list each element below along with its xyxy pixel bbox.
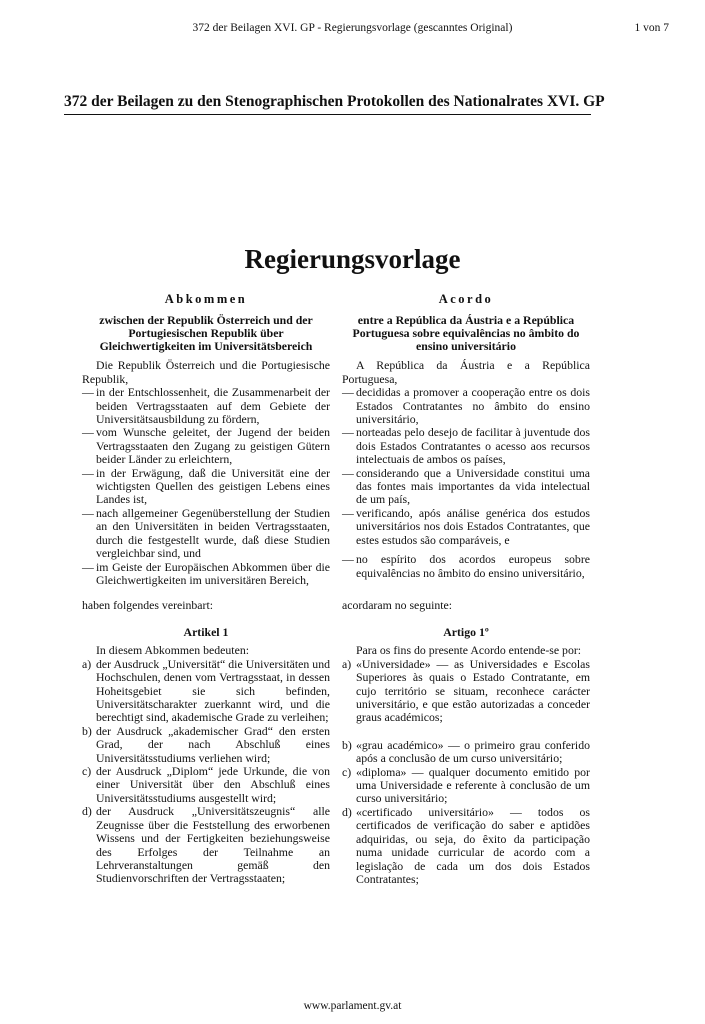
list-item: d) «certificado universitário» — todos os certificados de verificação do saber e aptidões adquiridas, ou seja, do êxito da participação numa unidade curricular de acordo com a legislação de cada um dos dois Estados Contratantes; <box>342 804 590 886</box>
list-item: — norteadas pelo desejo de facilitar à juventude dos dois Estados Contratantes o acesso aos recursos intelectuais de ambos os países, <box>342 425 590 467</box>
portuguese-heading: Acordo <box>438 292 494 306</box>
portuguese-subheading: entre a República da Áustria e a República Portuguesa sobre equivalências no âmbito do ensino universitário <box>352 313 580 354</box>
document-subtitle: 372 der Beilagen zu den Stenographischen Protokollen des Nationalrates XVI. GP <box>64 93 591 115</box>
portuguese-closing: acordaram no seguinte: <box>342 598 453 612</box>
german-intro: Die Republik Österreich und die Portugiesische Republik, <box>82 358 330 386</box>
list-item: — no espírito dos acordos europeus sobre equivalências no âmbito do ensino universitário, <box>342 552 590 580</box>
list-item: b) der Ausdruck „akademischer Grad“ den ersten Grad, der nach Abschluß eines Universitätsstudiums verliehen wird; <box>82 723 330 765</box>
page-title: Regierungsvorlage <box>244 244 461 274</box>
list-item: — vom Wunsche geleitet, der Jugend der beiden Vertragsstaaten den Zugang zu geistigen Gütern beider Länder zu erleichtern, <box>82 425 330 467</box>
article-intro: Para os fins do presente Acordo entende-se por: <box>356 643 582 658</box>
list-item: — in der Entschlossenheit, die Zusammenarbeit der beiden Vertragsstaaten auf dem Gebiete der Universitätsausbildung zu fördern, <box>82 385 330 427</box>
article-intro: In diesem Abkommen bedeuten: <box>96 643 249 658</box>
list-item: — verificando, após análise genérica dos estudos universitários nos dois Estados Contratantes, que estes estudos são comparáveis, e <box>342 505 590 547</box>
german-article-1 <box>82 626 330 886</box>
list-item: — nach allgemeiner Gegenüberstellung der Studien an den Universitäten in beiden Vertragsstaaten, durch die festgestellt wurde, daß diese Studien vergleichbar sind, und <box>82 505 330 561</box>
footer-url: www.parlament.gv.at <box>303 1000 402 1012</box>
german-closing: haben folgendes vereinbart: <box>82 598 214 612</box>
german-preamble <box>82 293 330 587</box>
list-item: a) «Universidade» — as Universidades e Escolas Superiores às quais o Estado Contratante, em cujo território se situam, reconhece carácter universitário, e que estão autorizadas a conceder graus académicos; <box>342 656 590 725</box>
article-title: Artigo 1º <box>443 625 489 639</box>
page-indicator: 1 von 7 <box>634 22 669 34</box>
list-item: c) «diploma» — qualquer documento emitido por uma Universidade e referente à conclusão de um curso universitário; <box>342 764 590 806</box>
portuguese-article-1 <box>342 626 590 886</box>
article-title: Artikel 1 <box>183 625 229 639</box>
list-item: — decididas a promover a cooperação entre os dois Estados Contratantes no âmbito do ensino universitário, <box>342 385 590 427</box>
list-item: a) der Ausdruck „Universität“ die Universitäten und Hochschulen, denen vom Vertragsstaat, in dessen Hoheitsgebiet sie sich befinden, Universitätscharakter zuerkannt wird, und die berechtigt sind, akademische Grade zu verleihen; <box>82 656 330 725</box>
list-item: — considerando que a Universidade constitui uma das fontes mais importantes da vida intelectual de um país, <box>342 465 590 507</box>
list-item: — im Geiste der Europäischen Abkommen über die Gleichwertigkeiten im universitären Bereich, <box>82 559 330 587</box>
german-heading: Abkommen <box>164 292 248 306</box>
german-subheading: zwischen der Republik Österreich und der Portugiesischen Republik über Gleichwertigkeiten im Universitätsbereich <box>99 313 313 354</box>
portuguese-intro: A República da Áustria e a República Portuguesa, <box>342 358 590 386</box>
running-header: 372 der Beilagen XVI. GP - Regierungsvorlage (gescanntes Original) <box>192 22 513 34</box>
list-item: b) «grau académico» — o primeiro grau conferido após a conclusão de um curso universitário; <box>342 737 590 766</box>
list-item: — in der Erwägung, daß die Universität eine der wichtigsten Quellen des geistigen Lebens eines Landes ist, <box>82 465 330 507</box>
list-item: c) der Ausdruck „Diplom“ jede Urkunde, die von einer Universität über den Abschluß eines Universitätsstudiums ausgestellt wird; <box>82 764 330 805</box>
list-item: d) der Ausdruck „Universitätszeugnis“ alle Zeugnisse über die Feststellung des erworbenen Wissens und der Fertigkeiten beziehungsweise des Erfolges der Teilnahme an Lehrveranstaltungen gemäß den Studienvorschriften der Vertragsstaaten; <box>82 804 330 886</box>
portuguese-preamble <box>342 293 590 580</box>
